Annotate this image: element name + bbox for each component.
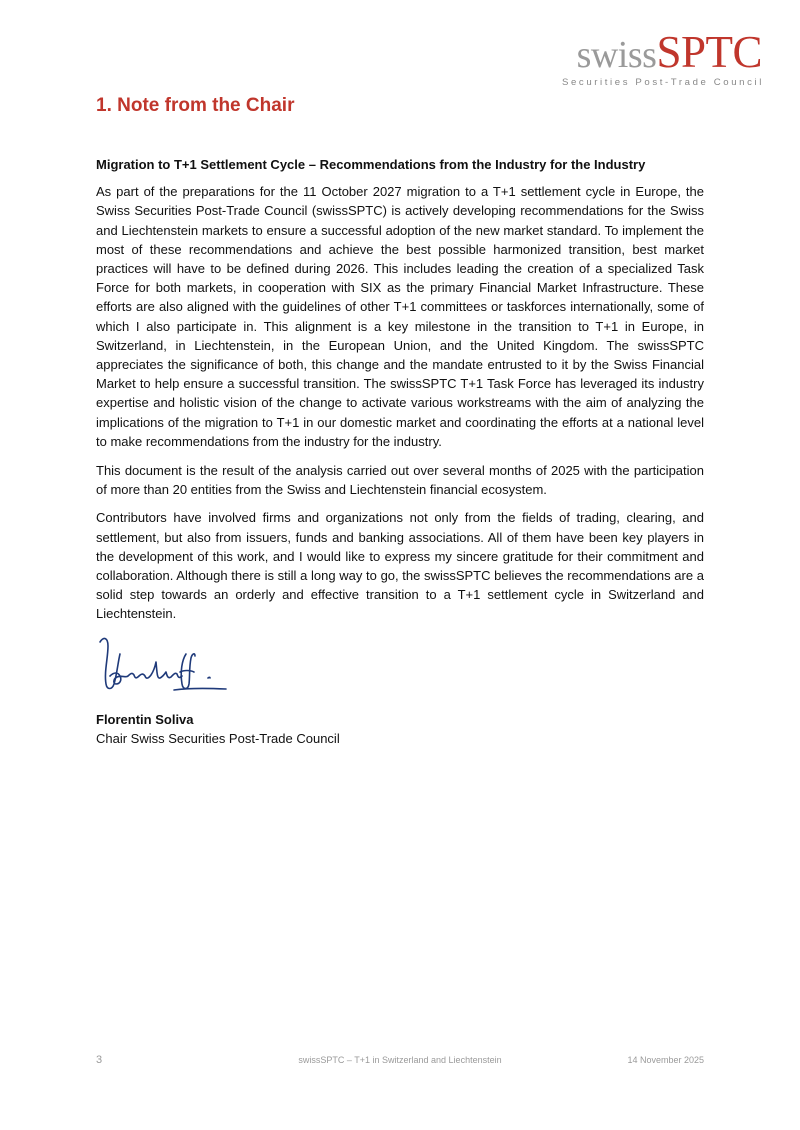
page-number: 3 <box>96 1054 103 1066</box>
logo-tagline: Securities Post-Trade Council <box>562 77 764 88</box>
paragraph-analysis: This document is the result of the analysis carried out over several months of 2025 with the participation of more than 20 entities from the Swiss and Liechtenstein financial ecosystem. <box>96 462 704 497</box>
footer-document-title: swissSPTC – T+1 in Switzerland and Liechtenstein <box>298 1055 502 1065</box>
section-title: 1. Note from the Chair <box>96 95 295 116</box>
paragraph-intro: As part of the preparations for the 11 October 2027 migration to a T+1 settlement cycle in Europe, the Swiss Securities Post-Trade Council (swissSPTC) is actively developing recommendations for the Swiss and Liechtenstein markets to ensure a successful adoption of the new market standard. To implement the most of these recommendations and achieve the best possible harmonized transition, best market practices will have to be defined during 2026. This includes leading the creation of a specialized Task Force for both markets, in cooperation with SIX as the primary Financial Market Infrastructure. These efforts are also aligned with the guidelines of other T+1 committees or taskforces internationally, some of which I also participate in. This alignment is a key milestone in the transition to T+1 in Europe, in Switzerland, in Liechtenstein, in the European Union, and the United Kingdom. The swissSPTC appreciates the significance of both, this change and the mandate entrusted to it by the Swiss Financial Market to help ensure a successful transition. The swissSPTC T+1 Task Force has leveraged its industry expertise and holistic vision of the change to activate various workstreams with the aim of analyzing the implications of the migration to T+1 in our domestic market and coordinating the efforts at a national level to make recommendations from the industry for the industry. <box>96 184 704 449</box>
paragraph-contributors: Contributors have involved firms and organizations not only from the fields of trading, clearing, and settlement, but also from issuers, funds and banking associations. All of them have been key players in the development of this work, and I would like to express my sincere gratitude for their commitment and collaboration. Although there is still a long way to go, the swissSPTC believes the recommendations are a solid step towards an orderly and effective transition to a T+1 settlement cycle in Switzerland and Liechtenstein. <box>96 510 704 622</box>
logo-sptc-text: SPTC <box>656 27 762 77</box>
signatory-name: Florentin Soliva <box>96 712 194 727</box>
logo-swiss-text: swiss <box>576 34 657 76</box>
swisssptc-logo <box>562 27 764 88</box>
footer-date: 14 November 2025 <box>627 1055 704 1065</box>
signatory-title: Chair Swiss Securities Post-Trade Council <box>96 731 340 746</box>
logo-wordmark <box>562 27 762 77</box>
main-content <box>96 155 704 633</box>
handwritten-signature <box>96 632 236 700</box>
subheading: Migration to T+1 Settlement Cycle – Recommendations from the Industry for the Industry <box>96 157 646 172</box>
page-footer <box>96 1054 704 1070</box>
